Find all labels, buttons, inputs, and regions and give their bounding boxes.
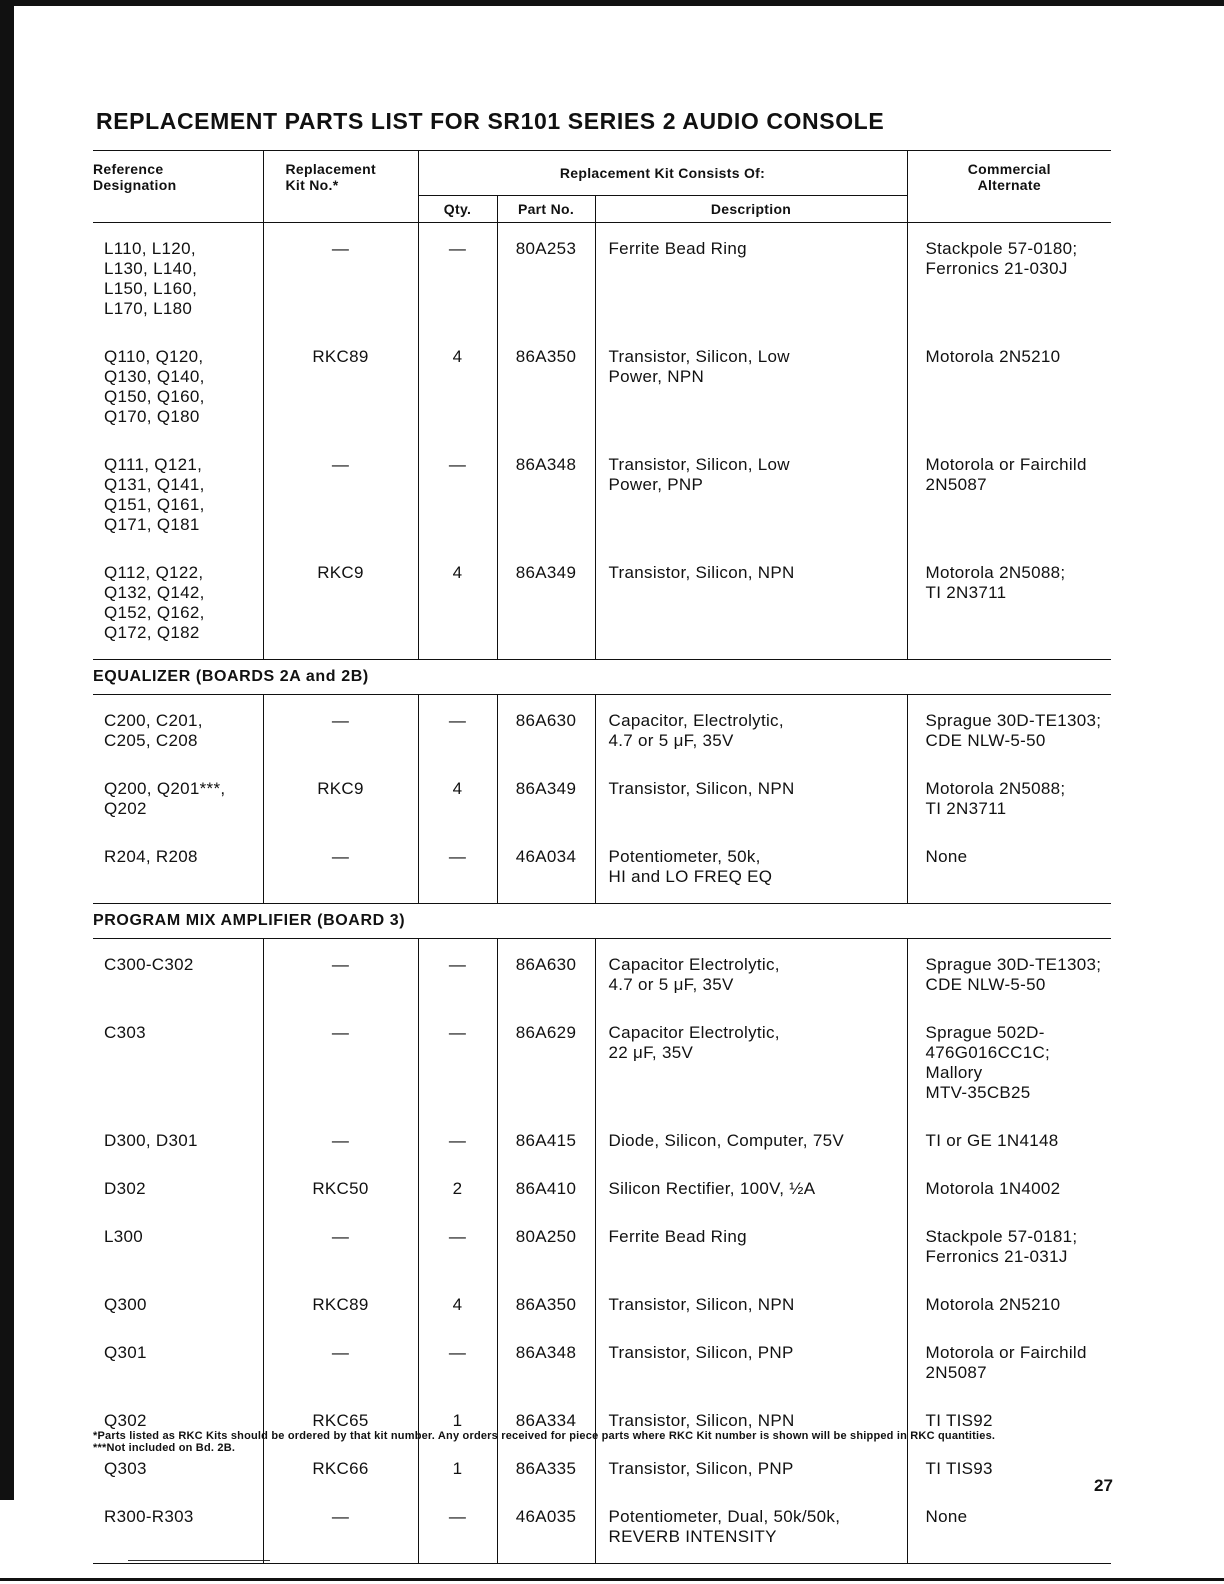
cell-desc: [595, 1281, 907, 1329]
cell-part: [497, 1493, 595, 1564]
cell-qty: [418, 441, 497, 549]
cell-text: Capacitor Electrolytic, 4.7 or 5 μF, 35V: [608, 955, 780, 994]
cell-alt: [907, 765, 1111, 833]
table-row: [93, 333, 1111, 441]
cell-alt: [907, 1213, 1111, 1281]
page-border-bottom: [0, 1578, 1224, 1581]
cell-text: C300-C302: [104, 955, 194, 974]
cell-kit: [263, 1493, 418, 1564]
cell-ref: [93, 939, 263, 1010]
cell-kit: [263, 333, 418, 441]
cell-desc: [595, 695, 907, 766]
cell-text: 86A630: [515, 711, 577, 730]
cell-part: [497, 939, 595, 1010]
cell-part: [497, 833, 595, 904]
cell-alt: [907, 441, 1111, 549]
cell-text: —: [331, 1507, 350, 1526]
cell-text: 80A253: [515, 239, 577, 258]
section-heading-label: PROGRAM MIX AMPLIFIER (BOARD 3): [93, 904, 1111, 939]
cell-kit: [263, 1117, 418, 1165]
cell-part: [497, 1329, 595, 1397]
footnote-kit: *Parts listed as RKC Kits should be ordered by that kit number. Any orders received for piece parts where RKC Kit number is shown will be shipped in RKC quantities.: [93, 1430, 996, 1442]
cell-text: —: [331, 1227, 350, 1246]
cell-alt: [907, 333, 1111, 441]
cell-ref: [93, 441, 263, 549]
cell-text: —: [448, 1507, 467, 1526]
cell-text: —: [448, 1343, 467, 1362]
cell-kit: [263, 765, 418, 833]
cell-text: D302: [104, 1179, 146, 1198]
cell-text: 1: [452, 1411, 463, 1430]
cell-ref: [93, 695, 263, 766]
cell-text: RKC89: [312, 1295, 369, 1314]
cell-alt: [907, 1329, 1111, 1397]
cell-qty: [418, 1165, 497, 1213]
cell-text: —: [331, 455, 350, 474]
cell-text: 4: [452, 563, 463, 582]
cell-qty: [418, 333, 497, 441]
cell-text: TI TIS93: [925, 1459, 993, 1478]
cell-text: L300: [104, 1227, 144, 1246]
cell-alt: [907, 1009, 1111, 1117]
cell-text: D300, D301: [104, 1131, 198, 1150]
cell-text: None: [925, 847, 968, 866]
header-kit-consists: Replacement Kit Consists Of:: [418, 151, 907, 196]
cell-text: Motorola 2N5088; TI 2N3711: [925, 779, 1066, 818]
cell-text: 86A349: [515, 779, 577, 798]
cell-text: Ferrite Bead Ring: [608, 239, 747, 258]
footnotes: [93, 1430, 1123, 1454]
cell-text: Motorola 2N5210: [925, 347, 1061, 366]
cell-part: [497, 1165, 595, 1213]
cell-kit: [263, 695, 418, 766]
cell-qty: [418, 833, 497, 904]
table-row: [93, 1165, 1111, 1213]
cell-text: 80A250: [515, 1227, 577, 1246]
section-heading: [93, 904, 1111, 939]
cell-part: [497, 1281, 595, 1329]
cell-kit: [263, 1213, 418, 1281]
cell-part: [497, 1009, 595, 1117]
cell-text: TI or GE 1N4148: [925, 1131, 1059, 1150]
cell-text: C303: [104, 1023, 146, 1042]
cell-qty: [418, 223, 497, 334]
cell-ref: [93, 1213, 263, 1281]
cell-qty: [418, 1213, 497, 1281]
cell-qty: [418, 1493, 497, 1564]
table-row: [93, 1493, 1111, 1564]
cell-text: 86A415: [515, 1131, 577, 1150]
cell-text: —: [331, 711, 350, 730]
cell-desc: [595, 765, 907, 833]
cell-text: None: [925, 1507, 968, 1526]
cell-desc: [595, 1009, 907, 1117]
section-heading: [93, 660, 1111, 695]
cell-desc: [595, 833, 907, 904]
cell-kit: [263, 549, 418, 660]
cell-text: Stackpole 57-0180; Ferronics 21-030J: [925, 239, 1078, 278]
cell-text: Transistor, Silicon, NPN: [608, 1411, 795, 1430]
cell-desc: [595, 549, 907, 660]
cell-text: 86A410: [515, 1179, 577, 1198]
cell-text: 86A335: [515, 1459, 577, 1478]
table-row: [93, 1009, 1111, 1117]
cell-desc: [595, 333, 907, 441]
cell-text: —: [448, 239, 467, 258]
header-part-no: Part No.: [497, 196, 595, 223]
cell-text: —: [448, 955, 467, 974]
cell-qty: [418, 939, 497, 1010]
cell-kit: [263, 1329, 418, 1397]
page-title: REPLACEMENT PARTS LIST FOR SR101 SERIES 2 AUDIO CONSOLE: [96, 108, 885, 134]
cell-text: —: [331, 1343, 350, 1362]
cell-ref: [93, 1165, 263, 1213]
cell-text: 86A350: [515, 1295, 577, 1314]
cell-text: R204, R208: [104, 847, 198, 866]
cell-text: 86A349: [515, 563, 577, 582]
cell-text: Potentiometer, 50k, HI and LO FREQ EQ: [608, 847, 773, 886]
cell-part: [497, 441, 595, 549]
table-row: [93, 1281, 1111, 1329]
cell-alt: [907, 1117, 1111, 1165]
cell-text: 4: [452, 779, 463, 798]
cell-alt: [907, 1493, 1111, 1564]
cell-text: 46A034: [515, 847, 577, 866]
cell-text: 86A348: [515, 455, 577, 474]
cell-text: Sprague 30D-TE1303; CDE NLW-5-50: [925, 711, 1102, 750]
cell-kit: [263, 441, 418, 549]
cell-text: —: [331, 239, 350, 258]
cell-text: 86A334: [515, 1411, 577, 1430]
cell-text: 86A350: [515, 347, 577, 366]
cell-ref: [93, 1329, 263, 1397]
cell-text: 46A035: [515, 1507, 577, 1526]
cell-text: —: [448, 455, 467, 474]
cell-text: Ferrite Bead Ring: [608, 1227, 747, 1246]
cell-qty: [418, 695, 497, 766]
cell-text: RKC66: [312, 1459, 369, 1478]
footnote-not-included: ***Not included on Bd. 2B.: [93, 1442, 236, 1454]
table-row: [93, 1329, 1111, 1397]
cell-text: RKC9: [317, 563, 364, 582]
cell-qty: [418, 549, 497, 660]
cell-text: Motorola 2N5210: [925, 1295, 1061, 1314]
cell-text: Q302: [104, 1411, 147, 1430]
cell-text: —: [448, 1131, 467, 1150]
cell-text: Transistor, Silicon, PNP: [608, 1343, 794, 1362]
header-qty: Qty.: [418, 196, 497, 223]
cell-qty: [418, 1009, 497, 1117]
table-row: [93, 441, 1111, 549]
table-row: [93, 833, 1111, 904]
cell-text: Sprague 502D- 476G016CC1C; Mallory MTV-35CB25: [925, 1023, 1051, 1102]
cell-qty: [418, 1329, 497, 1397]
cell-part: [497, 333, 595, 441]
cell-text: RKC89: [312, 347, 369, 366]
cell-qty: [418, 1281, 497, 1329]
cell-text: Transistor, Silicon, Low Power, PNP: [608, 455, 790, 494]
cell-text: Silicon Rectifier, 100V, ½A: [608, 1179, 816, 1198]
cell-text: Transistor, Silicon, NPN: [608, 563, 795, 582]
cell-part: [497, 549, 595, 660]
table-row: [93, 549, 1111, 660]
cell-text: Diode, Silicon, Computer, 75V: [608, 1131, 844, 1150]
cell-text: 86A348: [515, 1343, 577, 1362]
cell-ref: [93, 1009, 263, 1117]
cell-ref: [93, 1281, 263, 1329]
header-commercial: Commercial Alternate: [907, 151, 1111, 223]
cell-part: [497, 1117, 595, 1165]
cell-text: Q303: [104, 1459, 147, 1478]
cell-text: Stackpole 57-0181; Ferronics 21-031J: [925, 1227, 1078, 1266]
cell-desc: [595, 1213, 907, 1281]
cell-alt: [907, 939, 1111, 1010]
cell-desc: [595, 1165, 907, 1213]
cell-text: RKC50: [312, 1179, 369, 1198]
header-reference: Reference Designation: [93, 151, 263, 223]
cell-text: Motorola 2N5088; TI 2N3711: [925, 563, 1066, 602]
cell-text: 2: [452, 1179, 463, 1198]
cell-desc: [595, 939, 907, 1010]
page-border-top: [0, 0, 1224, 6]
cell-text: —: [331, 955, 350, 974]
cell-ref: [93, 333, 263, 441]
cell-text: Q200, Q201***, Q202: [104, 779, 226, 818]
cell-text: Q301: [104, 1343, 147, 1362]
cell-ref: [93, 1493, 263, 1564]
cell-text: Q300: [104, 1295, 147, 1314]
cell-text: —: [331, 1131, 350, 1150]
cell-text: RKC9: [317, 779, 364, 798]
cell-text: Transistor, Silicon, Low Power, NPN: [608, 347, 790, 386]
cell-ref: [93, 765, 263, 833]
cell-text: Capacitor, Electrolytic, 4.7 or 5 μF, 35V: [608, 711, 784, 750]
cell-qty: [418, 765, 497, 833]
table-row: [93, 695, 1111, 766]
header-description: Description: [595, 196, 907, 223]
cell-kit: [263, 1009, 418, 1117]
cell-text: Motorola or Fairchild 2N5087: [925, 1343, 1087, 1382]
cell-alt: [907, 549, 1111, 660]
cell-text: TI TIS92: [925, 1411, 993, 1430]
cell-text: 1: [452, 1459, 463, 1478]
cell-kit: [263, 939, 418, 1010]
cell-desc: [595, 223, 907, 334]
cell-text: Capacitor Electrolytic, 22 μF, 35V: [608, 1023, 780, 1062]
cell-kit: [263, 833, 418, 904]
cell-part: [497, 695, 595, 766]
cell-text: —: [448, 847, 467, 866]
cell-desc: [595, 1329, 907, 1397]
cell-text: 86A630: [515, 955, 577, 974]
cell-text: Q111, Q121, Q131, Q141, Q151, Q161, Q171, Q181: [104, 455, 205, 534]
table-row: [93, 939, 1111, 1010]
table-row: [93, 223, 1111, 334]
cell-desc: [595, 1117, 907, 1165]
cell-text: Motorola 1N4002: [925, 1179, 1061, 1198]
table-row: [93, 1117, 1111, 1165]
cell-alt: [907, 1281, 1111, 1329]
cell-ref: [93, 833, 263, 904]
cell-part: [497, 765, 595, 833]
cell-text: Transistor, Silicon, PNP: [608, 1459, 794, 1478]
table-row: [93, 765, 1111, 833]
header-kit-no: Replacement Kit No.*: [263, 151, 418, 223]
cell-text: 4: [452, 347, 463, 366]
cell-text: Potentiometer, Dual, 50k/50k, REVERB INTENSITY: [608, 1507, 841, 1546]
cell-text: Motorola or Fairchild 2N5087: [925, 455, 1087, 494]
cell-text: Q110, Q120, Q130, Q140, Q150, Q160, Q170, Q180: [104, 347, 205, 426]
cell-ref: [93, 1117, 263, 1165]
cell-alt: [907, 223, 1111, 334]
cell-text: 4: [452, 1295, 463, 1314]
parts-table: [93, 150, 1111, 1564]
cell-text: —: [331, 847, 350, 866]
cell-text: C200, C201, C205, C208: [104, 711, 203, 750]
cell-kit: [263, 223, 418, 334]
cell-kit: [263, 1281, 418, 1329]
cell-qty: [418, 1117, 497, 1165]
cell-part: [497, 223, 595, 334]
parts-body: [93, 223, 1111, 1564]
cell-text: Transistor, Silicon, NPN: [608, 779, 795, 798]
cell-text: —: [331, 1023, 350, 1042]
cell-text: Q112, Q122, Q132, Q142, Q152, Q162, Q172, Q182: [104, 563, 205, 642]
cell-text: —: [448, 711, 467, 730]
page-number: 27: [1094, 1476, 1113, 1495]
cell-text: Transistor, Silicon, NPN: [608, 1295, 795, 1314]
cell-text: RKC65: [312, 1411, 369, 1430]
cell-text: L110, L120, L130, L140, L150, L160, L170, L180: [104, 239, 198, 318]
section-heading-label: EQUALIZER (BOARDS 2A and 2B): [93, 660, 1111, 695]
page-border-left: [0, 0, 14, 1500]
cell-text: Sprague 30D-TE1303; CDE NLW-5-50: [925, 955, 1102, 994]
cell-alt: [907, 695, 1111, 766]
cell-ref: [93, 549, 263, 660]
cell-ref: [93, 223, 263, 334]
cell-part: [497, 1213, 595, 1281]
cell-alt: [907, 1165, 1111, 1213]
table-row: [93, 1213, 1111, 1281]
cell-text: —: [448, 1227, 467, 1246]
cell-text: —: [448, 1023, 467, 1042]
cell-text: 86A629: [515, 1023, 577, 1042]
cell-kit: [263, 1165, 418, 1213]
cell-alt: [907, 833, 1111, 904]
cell-desc: [595, 1493, 907, 1564]
cell-desc: [595, 441, 907, 549]
cell-text: R300-R303: [104, 1507, 194, 1526]
